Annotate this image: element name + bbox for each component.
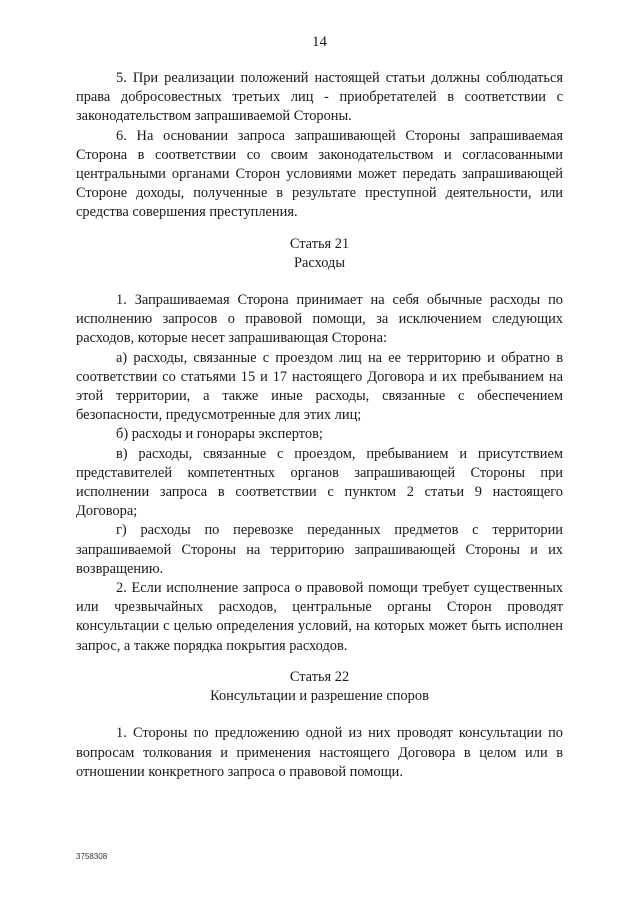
paragraph-6: 6. На основании запроса запрашивающей Стороны запрашиваемая Сторона в соответствии со своим законодательством и согласованными центральными органами Сторон условиями может передать запрашивающей Стороне доходы, полученные в результате преступной деятельности, или средства совершения преступления.	[76, 127, 563, 221]
article-22-paragraph-1: 1. Стороны по предложению одной из них проводят консультации по вопросам толкования и применения настоящего Договора в целом или в отношении конкретного запроса о правовой помощи.	[76, 725, 563, 780]
paragraph-5: 5. При реализации положений настоящей статьи должны соблюдаться права добросовестных третьих лиц - приобретателей в соответствии с законодательством запрашиваемой Стороны.	[76, 70, 563, 125]
article-21-paragraph-2: 2. Если исполнение запроса о правовой помощи требует существенных или чрезвычайных расходов, центральные органы Сторон проводят консультации с целью определения условий, на которых может быть исполнен запрос, а также порядка покрытия расходов.	[76, 580, 563, 654]
spacer	[76, 706, 563, 724]
spacer	[76, 223, 563, 235]
article-21-item-g: г) расходы по перевозке переданных предметов с территории запрашиваемой Стороны на территорию запрашивающей Стороны и их возвращению.	[76, 522, 563, 577]
article-21-item-v: в) расходы, связанные с проездом, пребыванием и присутствием представителей компетентных органов запрашивающей Стороны при исполнении запроса в соответствии с пунктом 2 статьи 9 настоящего Договора;	[76, 445, 563, 520]
article-21-title: Расходы	[293, 254, 345, 271]
document-body	[76, 69, 563, 782]
page-number: 14	[312, 34, 327, 50]
article-21-item-b: б) расходы и гонорары экспертов;	[116, 426, 323, 443]
spacer	[76, 273, 563, 291]
spacer	[76, 656, 563, 668]
article-21-number: Статья 21	[289, 235, 350, 252]
article-21-paragraph-1: 1. Запрашиваемая Сторона принимает на себя обычные расходы по исполнению запросов о правовой помощи, за исключением следующих расходов, которые несет запрашивающая Сторона:	[76, 292, 563, 347]
document-code: 3758308	[76, 852, 108, 861]
article-21-item-a: а) расходы, связанные с проездом лиц на ее территорию и обратно в соответствии со статьями 15 и 17 настоящего Договора и их пребыванием на этой территории, а также иные расходы, связанные с обеспечением безопасности, предусмотренные для этих лиц;	[76, 349, 563, 424]
article-22-title: Консультации и разрешение споров	[210, 688, 429, 705]
article-22-number: Статья 22	[289, 668, 350, 685]
